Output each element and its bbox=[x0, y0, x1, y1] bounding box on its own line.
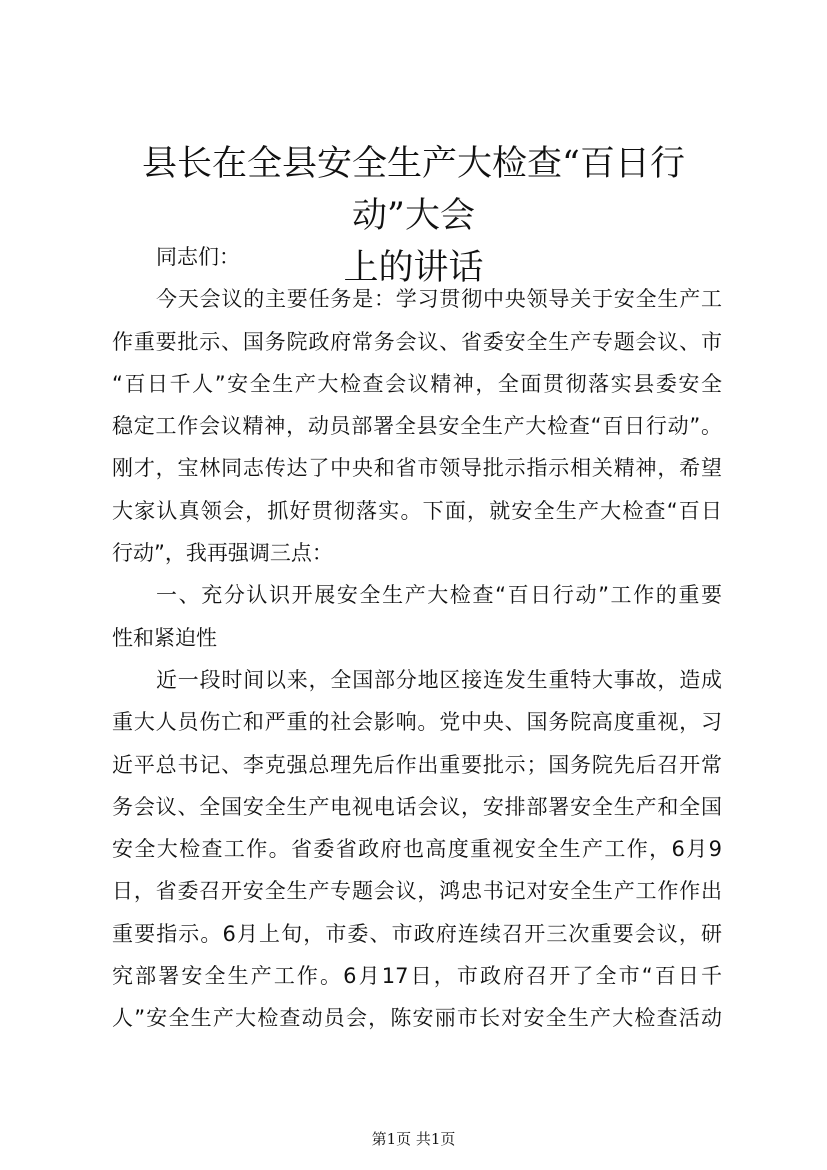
title-line-1: 县长在全县安全生产大检查“百日行动”大会 bbox=[142, 144, 685, 236]
paragraph-line: 安全大检查工作。省委省政府也高度重视安全生产工作，6月9 bbox=[112, 837, 722, 862]
paragraph-line: 日，省委召开安全生产专题会议，鸿忠书记对安全生产工作作出 bbox=[112, 879, 722, 904]
paragraph-line: 究部署安全生产工作。6月17日，市政府召开了全市“百日千 bbox=[112, 964, 722, 989]
paragraph-line: 近一段时间以来，全国部分地区接连发生重特大事故，造成 bbox=[156, 667, 722, 692]
paragraph-line: 近平总书记、李克强总理先后作出重要批示；国务院先后召开常 bbox=[112, 752, 722, 777]
paragraph-line: 今天会议的主要任务是：学习贯彻中央领导关于安全生产工 bbox=[156, 287, 722, 312]
document-body bbox=[112, 236, 722, 1040]
paragraph-line: 刚才，宝林同志传达了中央和省市领导批示指示相关精神，希望 bbox=[112, 456, 722, 481]
salutation: 同志们： bbox=[156, 245, 240, 269]
paragraph-line: 务会议、全国安全生产电视电话会议，安排部署安全生产和全国 bbox=[112, 794, 722, 819]
paragraph-line: “百日千人”安全生产大检查会议精神，全面贯彻落实县委安全 bbox=[112, 371, 722, 396]
paragraph-line: 大家认真领会，抓好贯彻落实。下面，就安全生产大检查“百日 bbox=[112, 498, 722, 523]
paragraph-line: 行动”，我再强调三点： bbox=[112, 541, 333, 566]
paragraph-line: 人”安全生产大检查动员会，陈安丽市长对安全生产大检查活动 bbox=[112, 1006, 722, 1031]
paragraph-line: 重大人员伤亡和严重的社会影响。党中央、国务院高度重视，习 bbox=[112, 710, 722, 735]
title-line-2: 上的讲话 bbox=[343, 248, 484, 288]
paragraph-line: 稳定工作会议精神，动员部署全县安全生产大检查“百日行动”。 bbox=[112, 414, 722, 439]
paragraph-line: 作重要批示、国务院政府常务会议、省委安全生产专题会议、市 bbox=[112, 329, 722, 354]
section-heading-line: 一、充分认识开展安全生产大检查“百日行动”工作的重要 bbox=[156, 583, 722, 608]
section-heading-line: 性和紧迫性 bbox=[112, 625, 217, 650]
paragraph-line: 重要指示。6月上旬，市委、市政府连续召开三次重要会议，研 bbox=[112, 921, 722, 946]
page-footer: 第1页 共1页 bbox=[371, 1130, 456, 1148]
